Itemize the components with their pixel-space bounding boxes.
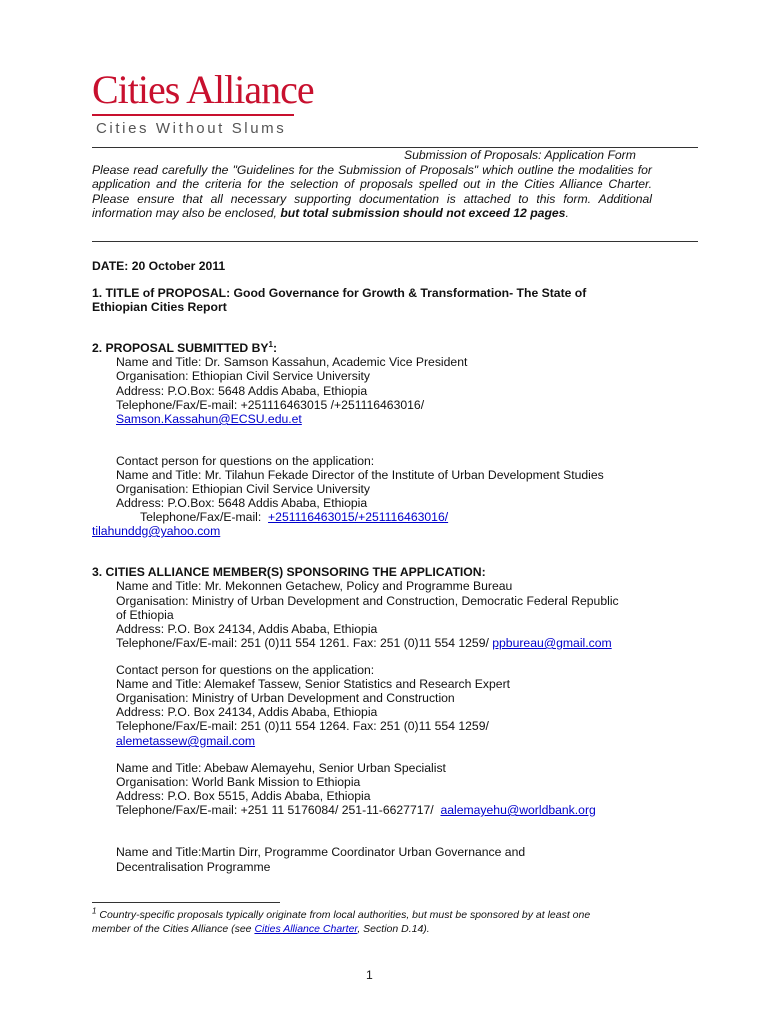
contact-org: Organisation: Ethiopian Civil Service University xyxy=(116,482,371,496)
charter-link[interactable]: Cities Alliance Charter xyxy=(254,923,358,935)
sponsor3-org: Organisation: World Bank Mission to Ethiopia xyxy=(116,775,361,789)
intro-end: . xyxy=(565,206,569,221)
sponsor4-name-line1: Name and Title:Martin Dirr, Programme Coordinator Urban Governance and xyxy=(116,845,526,859)
form-title: Submission of Proposals: Application Form xyxy=(404,148,636,162)
submitter-name: Name and Title: Dr. Samson Kassahun, Academic Vice President xyxy=(116,355,468,369)
sponsor2-tel: Telephone/Fax/E-mail: 251 (0)11 554 1264. Fax: 251 (0)11 554 1259/ xyxy=(116,719,489,733)
sponsor1-address: Address: P.O. Box 24134, Addis Ababa, Ethiopia xyxy=(116,622,378,636)
date-line: DATE: 20 October 2011 xyxy=(92,259,226,273)
footnote-text-2b: , Section D.14). xyxy=(357,923,430,935)
logo-tagline: Cities Without Slums xyxy=(96,120,287,137)
sponsor3-email-link[interactable]: aalemayehu@worldbank.org xyxy=(440,803,596,817)
sponsor1-name: Name and Title: Mr. Mekonnen Getachew, Policy and Programme Bureau xyxy=(116,579,513,593)
intro-paragraph xyxy=(92,163,652,221)
sponsor3-address: Address: P.O. Box 5515, Addis Ababa, Ethiopia xyxy=(116,789,371,803)
footnote-rule xyxy=(92,902,280,903)
sponsor1-org-line2: of Ethiopia xyxy=(116,608,174,622)
sponsor2-address: Address: P.O. Box 24134, Addis Ababa, Ethiopia xyxy=(116,705,378,719)
cities-alliance-logo: Cities Alliance xyxy=(92,67,314,112)
section2-heading-text: 2. PROPOSAL SUBMITTED BY xyxy=(92,341,269,355)
footnote-mark: 1 xyxy=(92,906,97,916)
header-bottom-rule xyxy=(92,241,698,242)
footnote-line2 xyxy=(92,923,430,936)
sponsor4-name-line2: Decentralisation Programme xyxy=(116,860,271,874)
sponsor2-org: Organisation: Ministry of Urban Development and Construction xyxy=(116,691,455,705)
submitter-org: Organisation: Ethiopian Civil Service University xyxy=(116,369,371,383)
sponsor2-name: Name and Title: Alemakef Tassew, Senior Statistics and Research Expert xyxy=(116,677,511,691)
contact-tel-link[interactable]: +251116463015/+251116463016/ xyxy=(268,510,449,524)
contact-name: Name and Title: Mr. Tilahun Fekade Director of the Institute of Urban Development Studies xyxy=(116,468,604,482)
intro-text: Please read carefully the "Guidelines for the Submission of Proposals" which outline the modalities for application and the criteria for the selection of proposals spelled out in the Cities Alliance Charter. Please ensure that all necessary supporting documentation is attached to this form. Additional information may also be enclosed, xyxy=(92,163,652,221)
section3-heading: 3. CITIES ALLIANCE MEMBER(S) SPONSORING THE APPLICATION: xyxy=(92,565,486,579)
submitter-address: Address: P.O.Box: 5648 Addis Ababa, Ethiopia xyxy=(116,384,368,398)
sponsor1-tel xyxy=(116,636,612,650)
contact-heading: Contact person for questions on the application: xyxy=(116,454,375,468)
footnote-line1 xyxy=(92,906,591,922)
intro-bold-text: but total submission should not exceed 12 pages xyxy=(280,206,566,221)
proposal-title-line1: 1. TITLE of PROPOSAL: Good Governance for Growth & Transformation- The State of xyxy=(92,286,587,300)
sponsor3-tel xyxy=(116,803,596,817)
footnote-text: Country-specific proposals typically originate from local authorities, but must be sponsored by at least one xyxy=(96,909,591,921)
proposal-title-line2: Ethiopian Cities Report xyxy=(92,300,227,314)
contact-tel-label: Telephone/Fax/E-mail: xyxy=(140,510,262,524)
footnote-ref[interactable]: 1 xyxy=(268,339,273,349)
sponsor3-name: Name and Title: Abebaw Alemayehu, Senior Urban Specialist xyxy=(116,761,446,775)
submitter-email-link[interactable]: Samson.Kassahun@ECSU.edu.et xyxy=(116,412,302,426)
sponsor2-contact-heading: Contact person for questions on the application: xyxy=(116,663,375,677)
sponsor1-org-line1: Organisation: Ministry of Urban Development and Construction, Democratic Federal Republic xyxy=(116,594,619,608)
submitter-tel: Telephone/Fax/E-mail: +251116463015 /+251116463016/ xyxy=(116,398,425,412)
section2-heading xyxy=(92,341,277,355)
section2-colon: : xyxy=(272,341,278,355)
contact-address: Address: P.O.Box: 5648 Addis Ababa, Ethiopia xyxy=(116,496,368,510)
page-number: 1 xyxy=(366,968,373,982)
sponsor1-email-link[interactable]: ppbureau@gmail.com xyxy=(492,636,612,650)
sponsor3-tel-text: Telephone/Fax/E-mail: +251 11 5176084/ 251-11-6627717/ xyxy=(116,803,434,817)
contact-tel xyxy=(140,510,448,524)
contact-email-link[interactable]: tilahunddg@yahoo.com xyxy=(92,524,221,538)
sponsor1-tel-text: Telephone/Fax/E-mail: 251 (0)11 554 1261. Fax: 251 (0)11 554 1259/ xyxy=(116,636,489,650)
sponsor2-email-link[interactable]: alemetassew@gmail.com xyxy=(116,734,256,748)
footnote-text-2a: member of the Cities Alliance (see xyxy=(92,923,255,935)
logo-divider xyxy=(92,114,294,116)
